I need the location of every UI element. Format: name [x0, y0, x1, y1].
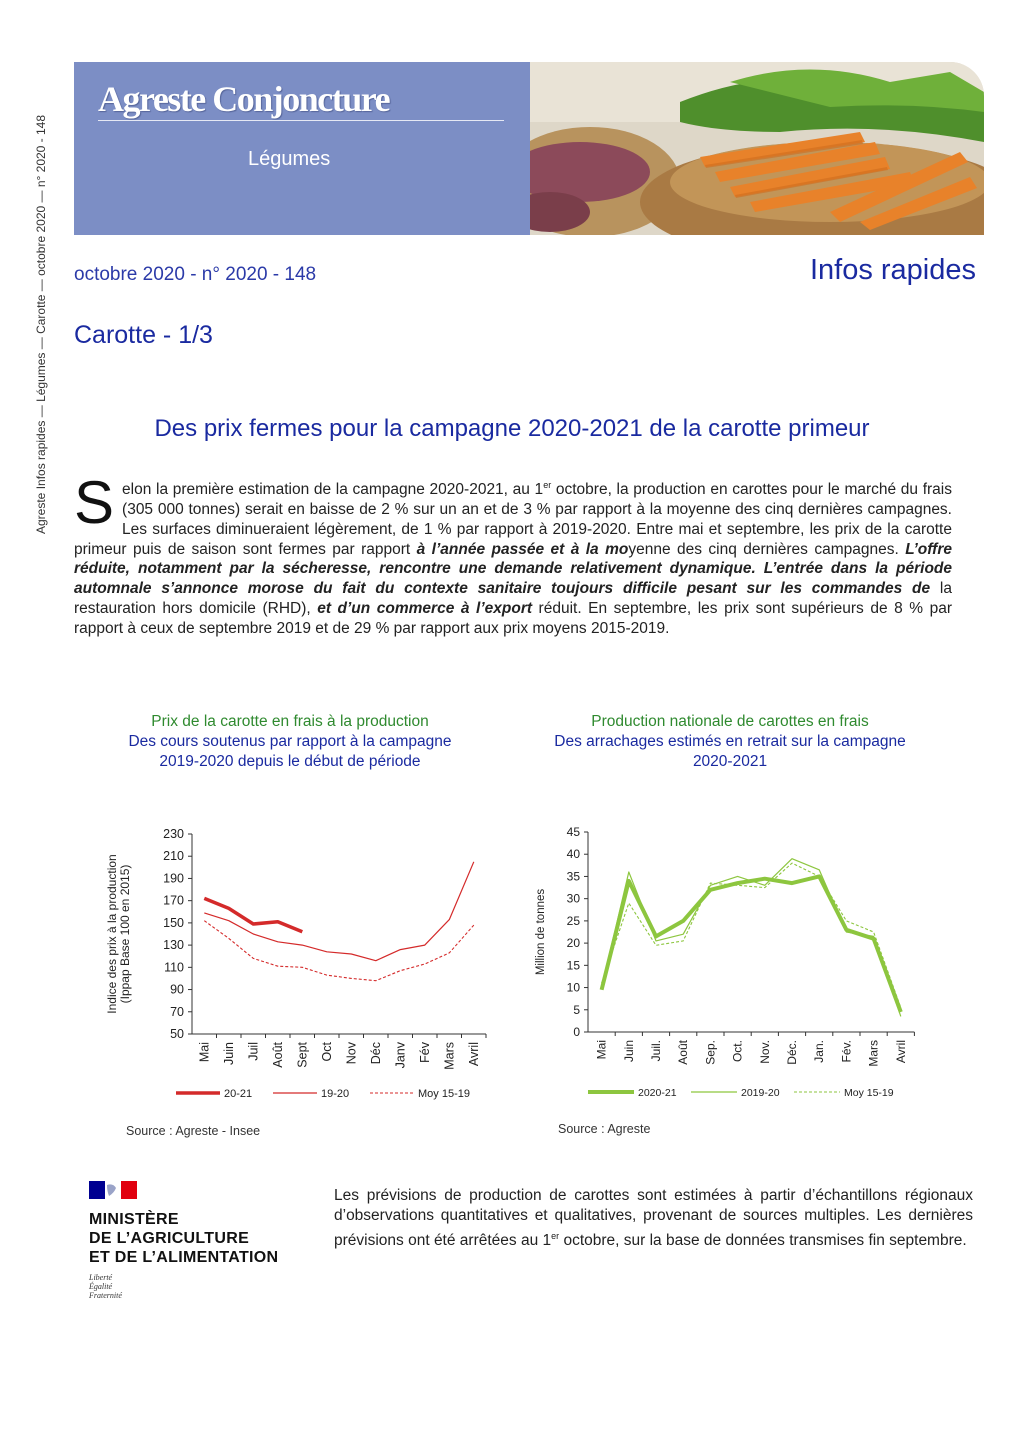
x-tick-label: Mars	[442, 1042, 457, 1070]
note-text-2: octobre, sur la base de données transmises fin septembre.	[559, 1232, 967, 1250]
legend-label: 2020-21	[638, 1087, 677, 1099]
y-tick-label: 10	[566, 980, 580, 995]
x-tick-label: Janv	[393, 1042, 408, 1069]
series-line-20-21	[204, 898, 302, 931]
body-emphasis-2: L’offre réduite, notamment par la sécheresse, rencontre une demande relativement dynamique. L’entrée dans la période automnale s’annonce morose du fait du contexte sanitaire toujours difficile pesant sur les commandes de	[74, 540, 952, 598]
x-tick-label: Juil	[246, 1042, 261, 1061]
x-tick-label: Déc.	[785, 1040, 799, 1065]
y-tick-label: 110	[164, 960, 184, 975]
chart1-source: Source : Agreste - Insee	[126, 1124, 261, 1138]
ministry-name	[89, 1210, 278, 1267]
y-tick-label: 25	[566, 913, 580, 928]
y-tick-label: 45	[566, 825, 580, 839]
chart1-title: Prix de la carotte en frais à la production	[151, 713, 429, 730]
note-text-1: Les prévisions de production de carottes sont estimées à partir d’échantillons régionaux d’observations quantitatives et qualitatives, provenant de sources multiples. Les dernières prévisions ont été arrêtées au 1	[334, 1187, 973, 1250]
y-tick-label: 35	[566, 869, 580, 884]
x-tick-label: Avril	[466, 1042, 481, 1067]
republic-motto	[89, 1273, 278, 1300]
y-tick-label: 50	[170, 1027, 184, 1041]
marianne-flag-icon	[89, 1181, 137, 1199]
headline: Des prix fermes pour la campagne 2020-2021 de la carotte primeur	[154, 415, 870, 442]
chart2-title: Production nationale de carottes en frais	[591, 713, 869, 730]
legend-label: Moy 15-19	[844, 1087, 894, 1099]
x-tick-label: Oct	[319, 1042, 334, 1062]
body-text-2: octobre, la production en carottes pour le marché du frais (305 000 tonnes) serait en baisse de 2 % sur un an et de 3 % par rapport à la moyenne des cinq dernières campagnes. Les surfaces diminueraient légèrement, de 1 % par rapport à 2019-2020. Entre mai et septembre, les prix de la carotte primeur puis de saison sont fermes par rapport	[74, 481, 952, 558]
body-emphasis-1: à l’année passée et à la mo	[416, 540, 629, 558]
ministry-line-3: ET DE L’ALIMENTATION	[89, 1249, 279, 1266]
y-tick-label: 90	[170, 982, 184, 997]
ministry-logo	[89, 1181, 278, 1300]
motto-fraternite: Fraternité	[89, 1291, 122, 1300]
x-tick-label: Juil.	[649, 1040, 663, 1062]
y-tick-label: 230	[163, 827, 184, 841]
y-axis-label-line: (Ippap Base 100 en 2015)	[118, 864, 132, 1004]
chart2-subtitle-2: 2020-2021	[692, 753, 768, 770]
methodology-note	[334, 1186, 973, 1251]
production-chart	[528, 815, 928, 1105]
x-tick-label: Août	[270, 1042, 285, 1068]
x-tick-label: Nov	[344, 1042, 359, 1065]
chart1-subtitle-1: Des cours soutenus par rapport à la campagne	[128, 733, 452, 750]
x-tick-label: Juin	[221, 1042, 236, 1065]
chart1-subtitle-2: 2019-2020 depuis le début de période	[159, 753, 421, 770]
banner-rule	[98, 120, 504, 121]
y-axis-label-line: Indice des prix à la production	[105, 854, 119, 1014]
y-tick-label: 30	[566, 891, 580, 906]
ministry-line-1: MINISTÈRE	[89, 1211, 179, 1228]
banner-subtitle: Légumes	[248, 148, 331, 170]
legend-label: 20-21	[224, 1088, 253, 1100]
chart2-source: Source : Agreste	[558, 1122, 651, 1136]
section-title: Carotte - 1/3	[74, 321, 213, 349]
legend-label: 2019-20	[741, 1087, 780, 1099]
ministry-line-2: DE L’AGRICULTURE	[89, 1230, 250, 1247]
y-tick-label: 130	[163, 938, 184, 953]
y-axis-label-line: Million de tonnes	[535, 888, 547, 976]
x-tick-label: Sep.	[703, 1040, 718, 1065]
x-tick-label: Fév.	[839, 1040, 854, 1063]
chart1-title-block	[80, 712, 500, 772]
y-tick-label: 210	[163, 849, 184, 864]
x-tick-label: Déc	[368, 1042, 383, 1065]
legend-label: 19-20	[321, 1088, 350, 1100]
chart2-title-block	[510, 712, 950, 772]
body-text-5: réduit. En septembre, les prix sont supérieurs de 8 % par rapport à ceux de septembre 2019 et de 29 % par rapport aux prix moyens 2015-2019.	[74, 599, 952, 637]
note-sup: er	[551, 1231, 560, 1241]
chart2-subtitle-1: Des arrachages estimés en retrait sur la campagne	[554, 733, 906, 750]
y-tick-label: 190	[163, 871, 184, 886]
body-emphasis-3: et d’un commerce à l’export	[317, 599, 533, 617]
y-axis-label	[105, 854, 132, 1013]
publication-series: Infos rapides	[809, 254, 976, 286]
drop-cap: S	[74, 469, 115, 536]
y-tick-label: 170	[163, 893, 184, 908]
carrots-photo	[530, 62, 984, 235]
y-tick-label: 20	[566, 936, 580, 951]
banner	[74, 62, 530, 235]
body-text-4: la restauration hors domicile (RHD),	[74, 580, 952, 617]
y-tick-label: 0	[573, 1025, 580, 1039]
x-tick-label: Mai	[197, 1042, 212, 1063]
y-tick-label: 70	[170, 1004, 184, 1019]
series-line-2020-21	[602, 876, 901, 1012]
banner-title: Agreste Conjoncture	[98, 79, 390, 119]
x-tick-label: Mars	[866, 1040, 881, 1067]
price-index-chart	[100, 820, 500, 1110]
series-line-19-20	[204, 862, 474, 961]
x-tick-label: Nov.	[757, 1040, 772, 1064]
y-tick-label: 15	[566, 958, 580, 973]
series-line-moy-15-19	[602, 863, 901, 1008]
issue-date: octobre 2020 - n° 2020 - 148	[74, 264, 317, 285]
x-tick-label: Mai	[594, 1040, 609, 1060]
x-tick-label: Jan.	[812, 1040, 827, 1063]
y-tick-label: 40	[566, 847, 580, 862]
x-tick-label: Juin	[621, 1040, 636, 1063]
x-tick-label: Oct.	[730, 1040, 745, 1063]
body-text-3: yenne des cinq dernières campagnes.	[628, 540, 906, 558]
motto-egalite: Égalité	[89, 1282, 113, 1291]
body-text-1: elon la première estimation de la campagne 2020-2021, au 1	[122, 481, 544, 499]
motto-liberte: Liberté	[89, 1273, 113, 1282]
y-axis-label	[535, 889, 547, 976]
y-tick-label: 5	[573, 1002, 580, 1017]
x-tick-label: Août	[676, 1040, 691, 1065]
x-tick-label: Fév	[417, 1042, 432, 1063]
legend-label: Moy 15-19	[418, 1088, 470, 1100]
body-paragraph	[74, 469, 952, 639]
y-tick-label: 150	[163, 915, 184, 930]
x-tick-label: Sept	[295, 1042, 310, 1068]
x-tick-label: Avril	[893, 1040, 908, 1064]
side-running-text: Agreste Infos rapides — Légumes — Carotte — octobre 2020 — n° 2020 - 148	[34, 114, 48, 534]
body-sup: er	[543, 480, 552, 490]
